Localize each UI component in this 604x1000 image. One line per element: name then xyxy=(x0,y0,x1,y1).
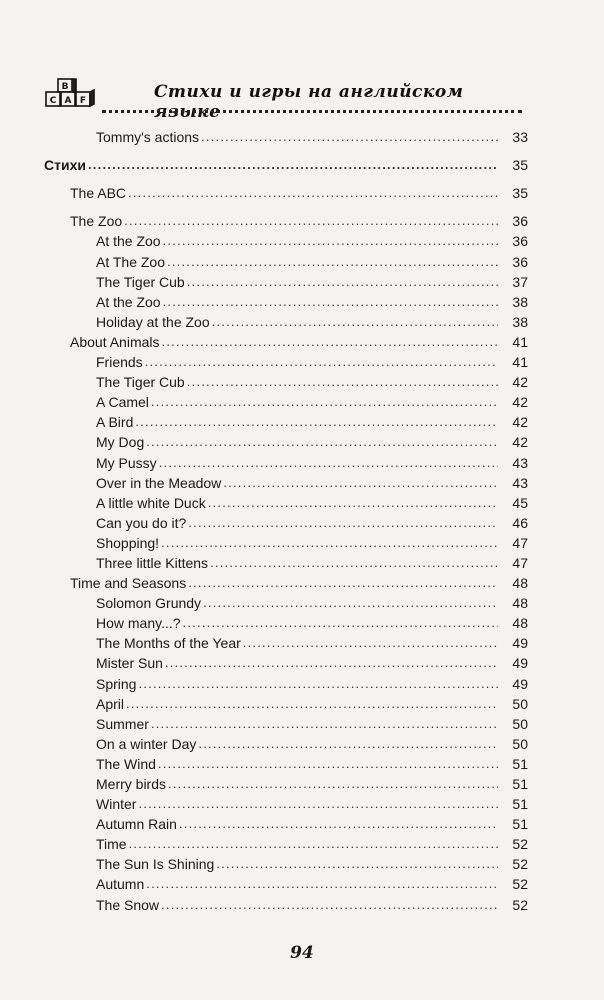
toc-entry-title: Spring xyxy=(96,675,137,692)
toc-entry[interactable] xyxy=(44,873,528,893)
toc-entry[interactable] xyxy=(44,672,528,692)
toc-entry-title: The Wind xyxy=(96,755,156,772)
logo-block-letter: A xyxy=(64,96,72,106)
toc-entry-title: How many...? xyxy=(96,615,181,632)
toc-entry-page: 50 xyxy=(512,715,528,732)
toc-entry-title: On a winter Day xyxy=(96,735,197,752)
toc-leader-dots xyxy=(124,212,498,230)
toc-entry-page: 52 xyxy=(512,856,528,873)
toc-entry[interactable] xyxy=(44,391,528,411)
toc-entry-page: 35 xyxy=(512,185,528,202)
toc-entry-page: 47 xyxy=(512,534,528,551)
toc-leader-dots xyxy=(161,534,498,552)
toc-entry-title: Time and Seasons xyxy=(70,575,187,592)
page-number: 94 xyxy=(290,943,314,963)
toc-entry[interactable] xyxy=(44,351,528,371)
toc-entry[interactable] xyxy=(44,431,528,451)
toc-entry-title: The ABC xyxy=(70,185,127,202)
toc-leader-dots xyxy=(216,855,498,873)
logo-block-letter: F xyxy=(79,96,87,106)
toc-entry[interactable] xyxy=(44,632,528,652)
toc-leader-dots xyxy=(223,474,498,492)
alphabet-blocks-logo xyxy=(44,78,96,112)
toc-entry-title: Autumn Rain xyxy=(96,816,177,833)
toc-entry-page: 41 xyxy=(512,333,528,350)
toc-entry-title: Tommy's actions xyxy=(96,129,200,146)
toc-entry-page: 52 xyxy=(512,896,528,913)
toc-leader-dots xyxy=(161,896,498,914)
toc-leader-dots xyxy=(210,554,498,572)
toc-entry[interactable] xyxy=(44,592,528,612)
toc-entry[interactable] xyxy=(44,230,528,250)
toc-entry-page: 51 xyxy=(512,816,528,833)
toc-entry-page: 48 xyxy=(512,575,528,592)
toc-entry-title: Over in the Meadow xyxy=(96,474,222,491)
toc-entry[interactable] xyxy=(44,512,528,532)
toc-spacer xyxy=(44,146,528,154)
toc-entry-page: 46 xyxy=(512,514,528,531)
toc-entry-title: The Snow xyxy=(96,896,160,913)
toc-entry-page: 43 xyxy=(512,474,528,491)
toc-entry-title: The Tiger Cub xyxy=(96,273,185,290)
toc-entry-title: At the Zoo xyxy=(96,293,161,310)
toc-leader-dots xyxy=(168,775,498,793)
toc-entry-title: The Sun Is Shining xyxy=(96,856,215,873)
toc-leader-dots xyxy=(88,156,498,174)
toc-entry[interactable] xyxy=(44,833,528,853)
toc-leader-dots xyxy=(128,184,498,202)
toc-entry[interactable] xyxy=(44,271,528,291)
toc-leader-dots xyxy=(163,293,498,311)
toc-entry-page: 48 xyxy=(512,615,528,632)
toc-entry-title: Can you do it? xyxy=(96,514,187,531)
toc-entry[interactable] xyxy=(44,371,528,391)
toc-leader-dots xyxy=(183,614,498,632)
toc-entry-page: 38 xyxy=(512,293,528,310)
toc-entry-title: Autumn xyxy=(96,876,145,893)
toc-leader-dots xyxy=(158,755,498,773)
toc-leader-dots xyxy=(163,232,498,250)
toc-entry-page: 49 xyxy=(512,675,528,692)
toc-entry-page: 36 xyxy=(512,253,528,270)
toc-leader-dots xyxy=(165,654,498,672)
toc-entry-title: A Camel xyxy=(96,394,149,411)
toc-entry-title: Mister Sun xyxy=(96,655,163,672)
toc-leader-dots xyxy=(188,514,498,532)
toc-leader-dots xyxy=(146,875,498,893)
toc-entry-page: 45 xyxy=(512,494,528,511)
toc-entry-title: Merry birds xyxy=(96,776,167,792)
logo-block-letter: B xyxy=(61,82,69,92)
toc-entry-page: 43 xyxy=(512,454,528,471)
toc-entry-page: 50 xyxy=(512,695,528,712)
toc-entry[interactable] xyxy=(44,210,528,230)
toc-leader-dots xyxy=(187,273,498,291)
toc-entry[interactable] xyxy=(44,733,528,753)
toc-entry-title: Holiday at the Zoo xyxy=(96,313,210,330)
toc-leader-dots xyxy=(151,393,498,411)
toc-entry-page: 48 xyxy=(512,595,528,612)
toc-entry[interactable] xyxy=(44,451,528,471)
toc-leader-dots xyxy=(198,735,498,753)
logo-block-letter: C xyxy=(49,96,57,106)
toc-entry-page: 42 xyxy=(512,394,528,411)
toc-entry[interactable] xyxy=(44,472,528,492)
toc-entry-page: 51 xyxy=(512,776,528,792)
toc-entry-page: 52 xyxy=(512,836,528,853)
toc-entry-title: My Dog xyxy=(96,434,145,451)
toc-leader-dots xyxy=(129,835,498,853)
toc-entry-page: 36 xyxy=(512,233,528,250)
toc-entry-title: Summer xyxy=(96,715,149,732)
toc-entry-page: 42 xyxy=(512,434,528,451)
toc-entry[interactable] xyxy=(44,291,528,311)
toc-spacer xyxy=(44,174,528,182)
toc-entry[interactable] xyxy=(44,773,528,793)
toc-entry-title: Time xyxy=(96,836,127,853)
toc-entry-title: Winter xyxy=(96,796,137,813)
toc-entry-page: 51 xyxy=(512,755,528,772)
toc-entry[interactable] xyxy=(44,311,528,331)
toc-entry-page: 37 xyxy=(512,273,528,290)
toc-leader-dots xyxy=(162,333,499,351)
toc-entry-page: 35 xyxy=(512,157,528,174)
toc-leader-dots xyxy=(151,715,498,733)
toc-spacer xyxy=(44,202,528,210)
toc-leader-dots xyxy=(187,373,498,391)
toc-entry[interactable] xyxy=(44,713,528,733)
toc-entry-page: 42 xyxy=(512,374,528,391)
toc-entry-title: Shopping! xyxy=(96,534,160,551)
table-of-contents xyxy=(44,126,528,914)
toc-entry-title: Three little Kittens xyxy=(96,554,209,571)
toc-entry-title: April xyxy=(96,695,125,712)
toc-leader-dots xyxy=(208,494,498,512)
toc-entry-title: My Pussy xyxy=(96,454,157,471)
toc-leader-dots xyxy=(159,454,498,472)
header-dotted-rule xyxy=(102,110,522,113)
toc-entry[interactable] xyxy=(44,552,528,572)
toc-entry-page: 33 xyxy=(512,129,528,146)
toc-entry-title: The Zoo xyxy=(70,213,123,230)
toc-entry-page: 36 xyxy=(512,213,528,230)
toc-entry-page: 49 xyxy=(512,655,528,672)
toc-entry[interactable] xyxy=(44,853,528,873)
toc-entry-title: At The Zoo xyxy=(96,253,166,270)
toc-entry[interactable] xyxy=(44,572,528,592)
toc-leader-dots xyxy=(201,128,498,146)
toc-entry[interactable] xyxy=(44,250,528,270)
toc-entry[interactable] xyxy=(44,813,528,833)
toc-entry-title: A little white Duck xyxy=(96,494,206,511)
toc-entry-page: 42 xyxy=(512,414,528,431)
toc-entry[interactable] xyxy=(44,793,528,813)
toc-leader-dots xyxy=(145,353,498,371)
toc-entry-title: Friends xyxy=(96,354,143,371)
toc-leader-dots xyxy=(188,574,498,592)
toc-entry-title: Solomon Grundy xyxy=(96,595,202,612)
toc-leader-dots xyxy=(203,594,498,612)
toc-entry[interactable] xyxy=(44,753,528,773)
toc-entry[interactable] xyxy=(44,182,528,202)
toc-entry[interactable] xyxy=(44,612,528,632)
running-title: Стихи и игры на английском языке xyxy=(154,82,464,122)
toc-entry-page: 47 xyxy=(512,554,528,571)
toc-entry[interactable] xyxy=(44,532,528,552)
toc-leader-dots xyxy=(138,795,498,813)
toc-entry[interactable] xyxy=(44,693,528,713)
toc-entry[interactable] xyxy=(44,331,528,351)
toc-entry-title: A Bird xyxy=(96,414,134,431)
toc-entry-title: At the Zoo xyxy=(96,233,161,250)
toc-leader-dots xyxy=(179,815,498,833)
toc-entry-page: 52 xyxy=(512,876,528,893)
toc-entry[interactable] xyxy=(44,126,528,146)
toc-entry-title: Стихи xyxy=(44,157,86,174)
toc-entry-page: 49 xyxy=(512,635,528,652)
toc-entry[interactable] xyxy=(44,492,528,512)
toc-entry-page: 51 xyxy=(512,796,528,813)
toc-entry[interactable] xyxy=(44,411,528,431)
toc-entry-title: About Animals xyxy=(70,333,160,350)
toc-entry[interactable] xyxy=(44,893,528,913)
toc-leader-dots xyxy=(212,313,498,331)
toc-leader-dots xyxy=(243,634,498,652)
toc-entry[interactable] xyxy=(44,652,528,672)
toc-entry-title: The Months of the Year xyxy=(96,635,241,652)
toc-leader-dots xyxy=(167,253,498,271)
toc-entry-title: The Tiger Cub xyxy=(96,374,185,391)
toc-leader-dots xyxy=(126,695,498,713)
toc-entry[interactable] xyxy=(44,154,528,174)
toc-entry-page: 38 xyxy=(512,313,528,330)
toc-leader-dots xyxy=(135,413,498,431)
page-header xyxy=(44,72,522,120)
toc-leader-dots xyxy=(138,675,498,693)
toc-entry-page: 41 xyxy=(512,354,528,371)
toc-entry-page: 50 xyxy=(512,735,528,752)
toc-leader-dots xyxy=(146,433,498,451)
